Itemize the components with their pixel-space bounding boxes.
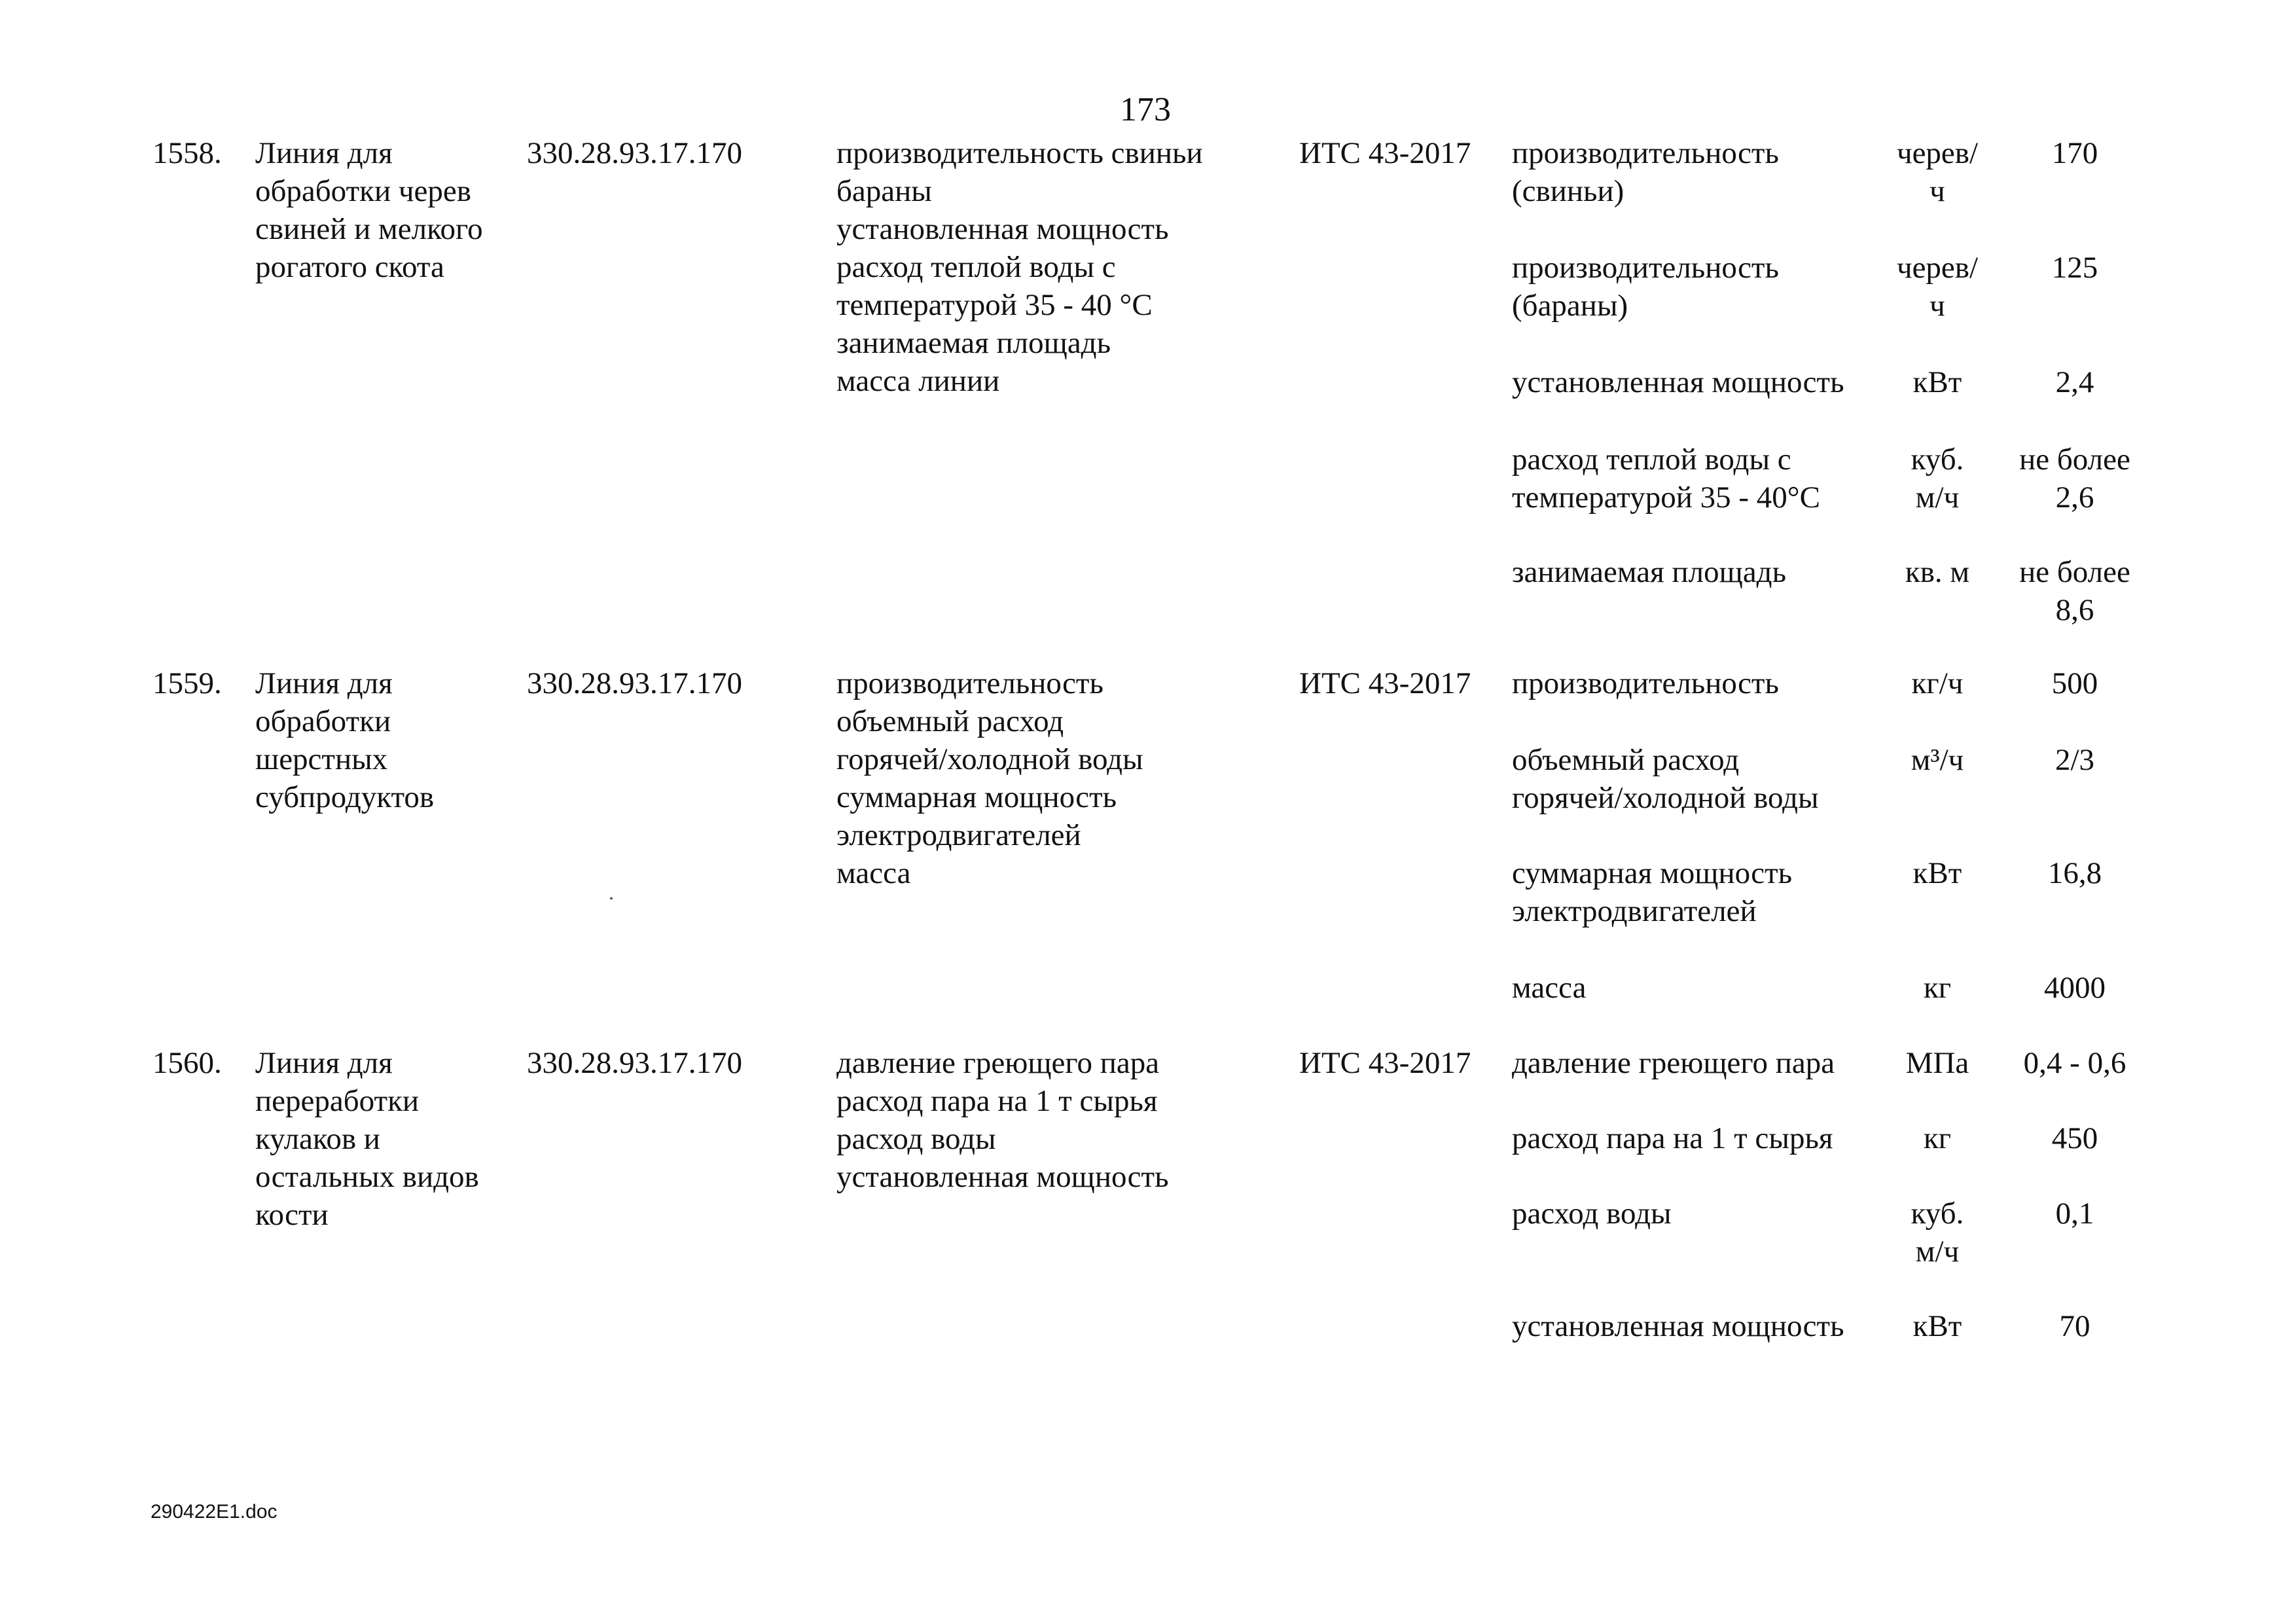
entry-name: Линия для обработки шерстных субпродуктов xyxy=(255,666,435,814)
param-value: не более 8,6 xyxy=(2019,555,2130,627)
param-name: расход воды xyxy=(1512,1197,1672,1231)
param-unit: кг xyxy=(1923,1121,1952,1155)
scan-speck xyxy=(610,897,613,899)
param-unit: МПа xyxy=(1905,1046,1969,1080)
param-name: производительность (свиньи) xyxy=(1512,136,1779,208)
param-value: не более 2,6 xyxy=(2019,442,2130,514)
param-name: давление греющего пара xyxy=(1512,1046,1835,1080)
entry-code: 330.28.93.17.170 xyxy=(527,136,742,170)
param-value: 0,4 - 0,6 xyxy=(2023,1046,2126,1080)
param-unit: кВт xyxy=(1912,856,1962,890)
entry-number: 1558. xyxy=(152,136,222,170)
param-value: 2,4 xyxy=(2055,365,2094,399)
entry-description: производительность свиньи бараны установленная мощность расход теплой воды с температурой 35 - 40 °С занимаемая площадь масса линии xyxy=(836,136,1203,398)
param-value: 4000 xyxy=(2044,971,2106,1005)
param-value: 500 xyxy=(2051,666,2098,700)
entry-code: 330.28.93.17.170 xyxy=(527,1046,742,1080)
param-unit: м³/ч xyxy=(1910,743,1964,777)
param-value: 125 xyxy=(2051,251,2098,285)
param-name: установленная мощность xyxy=(1512,1309,1844,1343)
entry-name: Линия для обработки черев свиней и мелкого рогатого скота xyxy=(255,136,483,284)
param-unit: черев/ ч xyxy=(1896,251,1979,323)
param-unit: кг/ч xyxy=(1911,666,1964,700)
entry-number: 1560. xyxy=(152,1046,222,1080)
param-unit: кВт xyxy=(1912,365,1962,399)
param-unit: кВт xyxy=(1912,1309,1962,1343)
param-unit: куб. м/ч xyxy=(1910,442,1964,514)
param-name: расход теплой воды с температурой 35 - 40°С xyxy=(1512,442,1820,514)
entry-standard: ИТС 43-2017 xyxy=(1299,666,1471,700)
param-value: 2/3 xyxy=(2054,743,2095,777)
document-filename: 290422E1.doc xyxy=(151,1501,278,1523)
page-number: 173 xyxy=(1120,91,1171,128)
param-value: 70 xyxy=(2059,1309,2090,1343)
param-value: 16,8 xyxy=(2047,856,2102,890)
param-value: 170 xyxy=(2051,136,2098,170)
param-name: масса xyxy=(1512,971,1587,1005)
param-unit: черев/ ч xyxy=(1896,136,1979,208)
param-value: 0,1 xyxy=(2055,1197,2094,1231)
param-name: производительность xyxy=(1512,666,1779,700)
param-name: суммарная мощность электродвигателей xyxy=(1512,856,1793,928)
param-name: установленная мощность xyxy=(1512,365,1844,399)
param-name: производительность (бараны) xyxy=(1512,251,1779,323)
entry-number: 1559. xyxy=(152,666,222,700)
entry-name: Линия для переработки кулаков и остальных видов кости xyxy=(255,1046,479,1232)
param-name: расход пара на 1 т сырья xyxy=(1512,1121,1833,1155)
entry-description: давление греющего пара расход пара на 1 т сырья расход воды установленная мощность xyxy=(836,1046,1169,1194)
param-unit: кг xyxy=(1923,971,1952,1005)
param-value: 450 xyxy=(2051,1121,2098,1155)
entry-standard: ИТС 43-2017 xyxy=(1299,1046,1471,1080)
entry-description: производительность объемный расход горячей/холодной воды суммарная мощность электродвигателей масса xyxy=(836,666,1143,890)
param-unit: куб. м/ч xyxy=(1910,1197,1964,1269)
entry-code: 330.28.93.17.170 xyxy=(527,666,742,700)
param-name: занимаемая площадь xyxy=(1512,555,1787,589)
param-name: объемный расход горячей/холодной воды xyxy=(1512,743,1819,815)
entry-standard: ИТС 43-2017 xyxy=(1299,136,1471,170)
param-unit: кв. м xyxy=(1905,555,1970,589)
